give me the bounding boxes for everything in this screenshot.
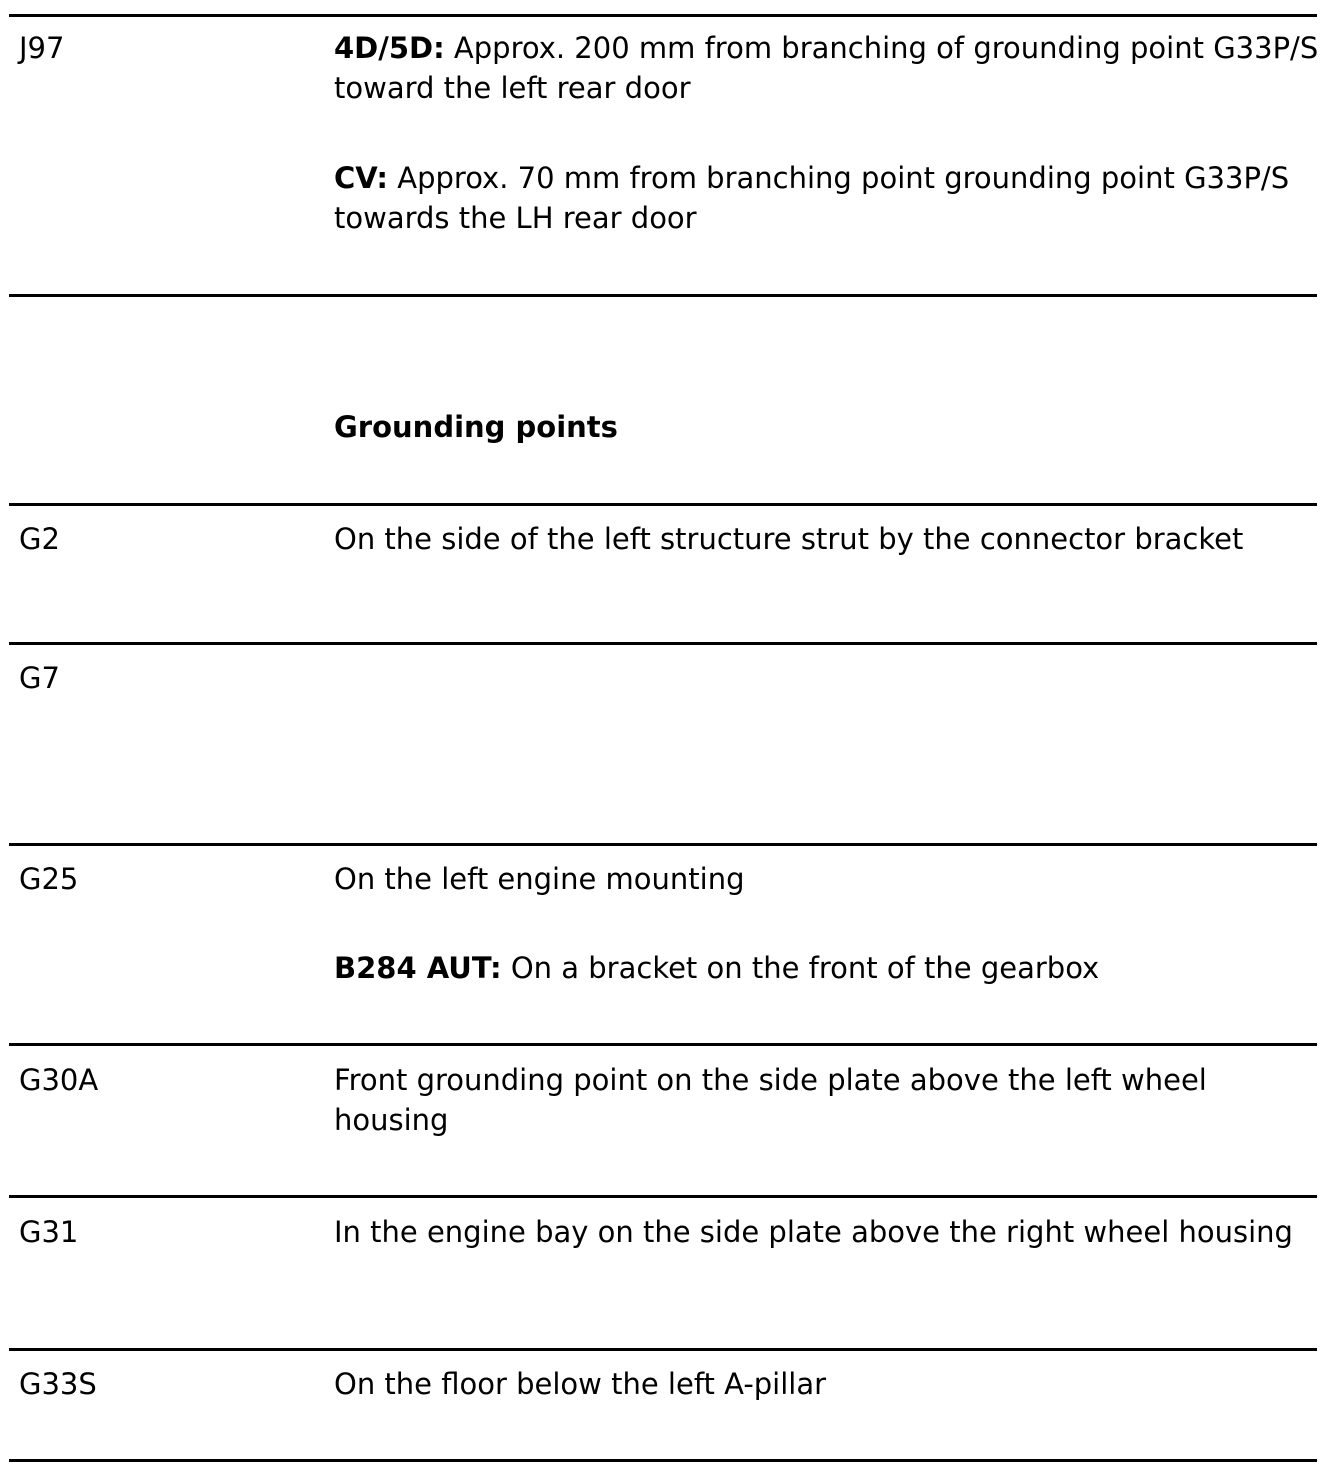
variant-text: Approx. 200 mm from branching of grounding point G33P/S toward the left rear door (334, 31, 1319, 105)
row-desc-j97-4d5d (334, 28, 1324, 108)
variant-label: CV: (334, 161, 389, 195)
row-divider (9, 642, 1317, 645)
row-code-g7: G7 (19, 661, 60, 695)
variant-label: B284 AUT: (334, 951, 502, 985)
row-code-g30a: G30A (19, 1063, 99, 1097)
row-code-g2: G2 (19, 522, 60, 556)
row-divider (9, 294, 1317, 297)
table-top-rule (9, 14, 1317, 17)
variant-text: On a bracket on the front of the gearbox (501, 951, 1100, 985)
row-divider (9, 1195, 1317, 1198)
row-code-j97: J97 (19, 31, 65, 65)
row-divider (9, 1043, 1317, 1046)
row-code-g25: G25 (19, 862, 79, 896)
row-desc-g30a: Front grounding point on the side plate above the left wheel housing (334, 1063, 1207, 1137)
row-desc-g33s: On the floor below the left A-pillar (334, 1367, 827, 1401)
row-divider (9, 843, 1317, 846)
row-desc-g2: On the side of the left structure strut by the connector bracket (334, 522, 1244, 556)
section-heading: Grounding points (334, 410, 618, 444)
variant-text: Approx. 70 mm from branching point grounding point G33P/S towards the LH rear door (334, 161, 1290, 235)
row-code-g33s: G33S (19, 1367, 97, 1401)
row-desc-j97-cv (334, 158, 1324, 238)
row-desc-g25-variant (334, 948, 1324, 988)
row-divider (9, 1348, 1317, 1351)
row-desc-g25: On the left engine mounting (334, 862, 745, 896)
table-bottom-rule (9, 1459, 1317, 1462)
row-desc-g31: In the engine bay on the side plate above the right wheel housing (334, 1215, 1293, 1249)
row-divider (9, 503, 1317, 506)
variant-label: 4D/5D: (334, 31, 445, 65)
row-code-g31: G31 (19, 1215, 79, 1249)
